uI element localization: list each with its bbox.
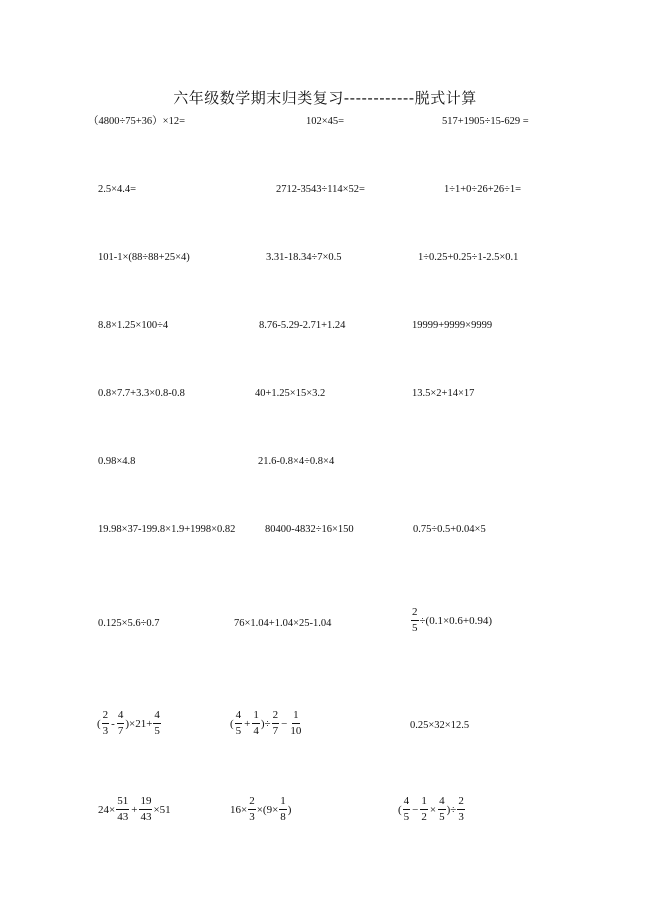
problem-9-2: ( $\frac{4}{5}$ + $\frac{1}{4}$ )÷ $\frac{2}{7}$ − $\frac{1}{10}$ bbox=[230, 709, 302, 737]
fraction: $\frac{4}{5}$ bbox=[154, 709, 160, 737]
problem-2-3: 1÷1+0÷26+26÷1= bbox=[444, 184, 522, 195]
problem-2-1: 2.5×4.4= bbox=[98, 184, 137, 195]
problem-4-3: 19999+9999×9999 bbox=[412, 320, 493, 331]
problem-5-1: 0.8×7.7+3.3×0.8-0.8 bbox=[98, 388, 185, 399]
problem-4-2: 8.76-5.29-2.71+1.24 bbox=[259, 320, 346, 331]
fraction: $\frac{1}{4}$ bbox=[253, 709, 259, 737]
problem-4-1: 8.8×1.25×100÷4 bbox=[98, 320, 169, 331]
fraction: $\frac{4}{5}$ bbox=[439, 795, 445, 823]
problem-8-2: 76×1.04+1.04×25-1.04 bbox=[234, 618, 332, 629]
problem-9-1: ( $\frac{2}{3}$ - $\frac{4}{7}$ )×21+ $\frac{4}{5}$ bbox=[97, 709, 160, 737]
fraction: $\frac{1}{8}$ bbox=[280, 795, 286, 823]
problem-8-3: $\frac{2}{5}$ ÷(0.1×0.6+0.94) bbox=[412, 606, 493, 634]
fraction: $\frac{2}{3}$ bbox=[102, 709, 109, 737]
fraction: $\frac{1}{2}$ bbox=[421, 795, 427, 823]
fraction: $\frac{2}{7}$ bbox=[272, 709, 279, 737]
problem-2-2: 2712-3543÷114×52= bbox=[276, 184, 365, 195]
fraction: $\frac{2}{5}$ bbox=[412, 606, 418, 634]
fraction: $\frac{19}{43}$ bbox=[140, 795, 152, 823]
problem-3-2: 3.31-18.34÷7×0.5 bbox=[266, 252, 342, 263]
problem-3-1: 101-1×(88÷88+25×4) bbox=[98, 252, 190, 263]
problem-5-2: 40+1.25×15×3.2 bbox=[255, 388, 326, 399]
problem-1-3: 517+1905÷15-629 = bbox=[442, 116, 529, 127]
fraction: $\frac{51}{43}$ bbox=[117, 795, 129, 823]
problem-7-2: 80400-4832÷16×150 bbox=[265, 524, 354, 535]
problem-3-3: 1÷0.25+0.25÷1-2.5×0.1 bbox=[418, 252, 519, 263]
fraction: $\frac{4}{7}$ bbox=[117, 709, 124, 737]
problem-10-3: ( $\frac{4}{5}$ − $\frac{1}{2}$ × $\frac{4}{5}$ )÷ $\frac{2}{3}$ bbox=[398, 795, 464, 823]
fraction: $\frac{4}{5}$ bbox=[403, 795, 410, 823]
problem-8-1: 0.125×5.6÷0.7 bbox=[98, 618, 160, 629]
problem-10-2: 16× $\frac{2}{3}$ ×(9× $\frac{1}{8}$ ) bbox=[230, 795, 292, 823]
problem-7-1: 19.98×37-199.8×1.9+1998×0.82 bbox=[98, 524, 236, 535]
problem-7-3: 0.75÷0.5+0.04×5 bbox=[413, 524, 486, 535]
problem-9-3: 0.25×32×12.5 bbox=[410, 720, 470, 731]
problem-10-1: 24× $\frac{51}{43}$ + $\frac{19}{43}$ ×51 bbox=[98, 795, 171, 823]
fraction: $\frac{4}{5}$ bbox=[235, 709, 242, 737]
page-title: 六年级数学期末归类复习------------脱式计算 bbox=[173, 89, 477, 107]
fraction: $\frac{1}{10}$ bbox=[290, 709, 302, 737]
problem-6-1: 0.98×4.8 bbox=[98, 456, 136, 467]
problem-1-1: （4800÷75+36）×12= bbox=[88, 116, 186, 127]
fraction: $\frac{2}{3}$ bbox=[249, 795, 255, 823]
problem-5-3: 13.5×2+14×17 bbox=[412, 388, 475, 399]
problem-1-2: 102×45= bbox=[306, 116, 345, 127]
problem-6-2: 21.6-0.8×4÷0.8×4 bbox=[258, 456, 335, 467]
fraction: $\frac{2}{3}$ bbox=[458, 795, 464, 823]
